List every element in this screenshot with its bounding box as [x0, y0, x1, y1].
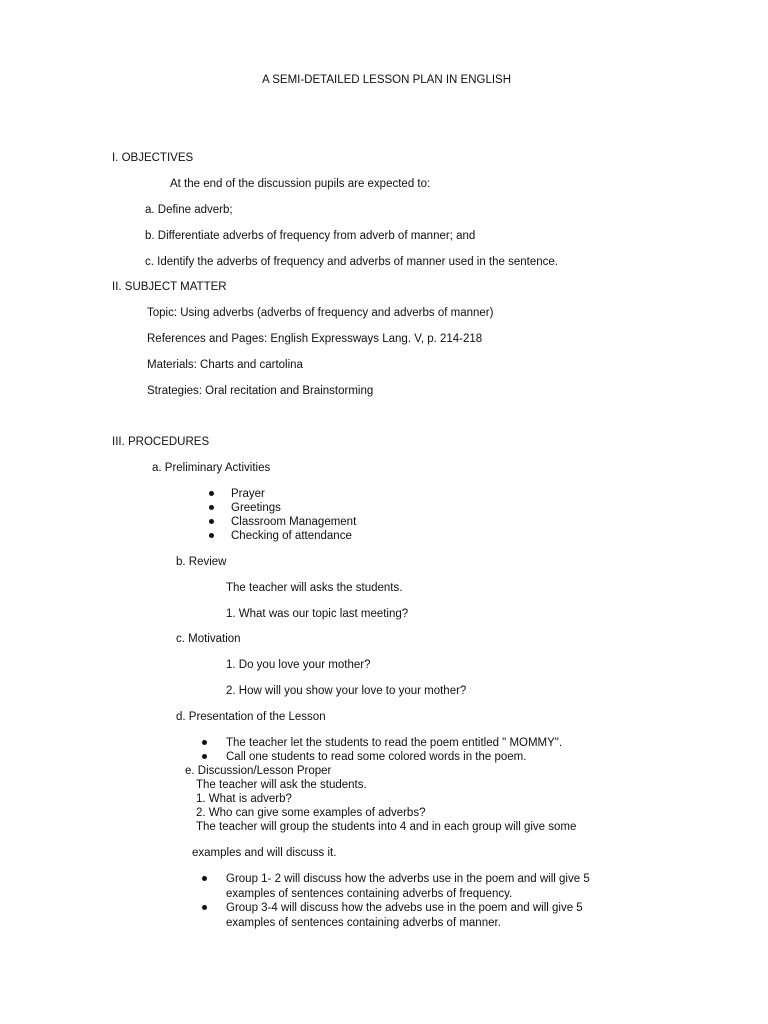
subject-matter-references: References and Pages: English Expressways Lang. V, p. 214-218 — [147, 333, 483, 345]
discussion-label: e. Discussion/Lesson Proper — [185, 765, 332, 777]
document-title: A SEMI-DETAILED LESSON PLAN IN ENGLISH — [262, 74, 512, 86]
motivation-label: c. Motivation — [176, 633, 241, 645]
discussion-line: The teacher will group the students into 4 and in each group will give some — [196, 821, 577, 833]
review-line: 1. What was our topic last meeting? — [226, 608, 409, 620]
subject-matter-materials: Materials: Charts and cartolina — [147, 359, 303, 371]
discussion-line: 1. What is adverb? — [196, 793, 292, 805]
subject-matter-heading: II. SUBJECT MATTER — [112, 281, 227, 293]
objective-item: c. Identify the adverbs of frequency and adverbs of manner used in the sentence. — [145, 256, 558, 268]
discussion-line: 2. Who can give some examples of adverbs? — [196, 807, 426, 819]
preliminary-item: Greetings — [231, 502, 281, 514]
group-task-line: examples of sentences containing adverbs of frequency. — [226, 888, 513, 900]
bullet-icon — [202, 905, 207, 910]
subject-matter-topic: Topic: Using adverbs (adverbs of frequency and adverbs of manner) — [147, 307, 494, 319]
bullet-icon — [209, 491, 214, 496]
preliminary-item: Classroom Management — [231, 516, 357, 528]
bullet-icon — [202, 754, 207, 759]
discussion-line: examples and will discuss it. — [192, 847, 337, 859]
review-line: The teacher will asks the students. — [226, 582, 403, 594]
motivation-line: 2. How will you show your love to your mother? — [226, 685, 467, 697]
preliminary-item: Prayer — [231, 488, 265, 500]
presentation-item: The teacher let the students to read the poem entitled " MOMMY". — [226, 737, 563, 749]
preliminary-item: Checking of attendance — [231, 530, 352, 542]
subject-matter-strategies: Strategies: Oral recitation and Brainstorming — [147, 385, 374, 397]
objectives-heading: I. OBJECTIVES — [112, 152, 194, 164]
objectives-intro: At the end of the discussion pupils are expected to: — [170, 178, 431, 190]
review-label: b. Review — [176, 556, 227, 568]
discussion-line: The teacher will ask the students. — [196, 779, 367, 791]
objective-item: b. Differentiate adverbs of frequency from adverb of manner; and — [145, 230, 476, 242]
bullet-icon — [209, 519, 214, 524]
group-task-line: Group 3-4 will discuss how the advebs use in the poem and will give 5 — [226, 902, 583, 914]
motivation-line: 1. Do you love your mother? — [226, 659, 371, 671]
group-task-line: examples of sentences containing adverbs of manner. — [226, 917, 501, 929]
presentation-label: d. Presentation of the Lesson — [176, 711, 326, 723]
bullet-icon — [209, 533, 214, 538]
presentation-item: Call one students to read some colored words in the poem. — [226, 751, 527, 763]
preliminary-label: a. Preliminary Activities — [152, 462, 271, 474]
bullet-icon — [209, 505, 214, 510]
bullet-icon — [202, 740, 207, 745]
bullet-icon — [202, 876, 207, 881]
procedures-heading: III. PROCEDURES — [112, 436, 210, 448]
group-task-line: Group 1- 2 will discuss how the adverbs use in the poem and will give 5 — [226, 873, 590, 885]
objective-item: a. Define adverb; — [145, 204, 233, 216]
